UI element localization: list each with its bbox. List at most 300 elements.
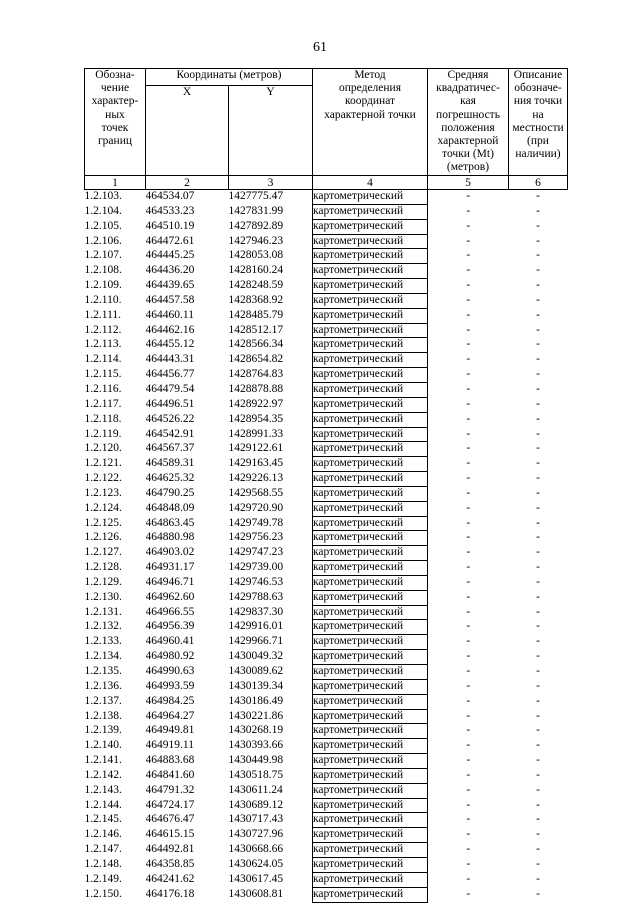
column-number: 6 [509,176,568,190]
method-cell: картометрический [313,457,428,472]
coordinate-x: 464931.17 [145,561,195,574]
error-cell: - [466,887,471,900]
point-designation: 1.2.141. [84,754,122,767]
point-designation: 1.2.148. [84,857,122,870]
coordinate-y: 1429788.63 [228,590,284,603]
coordinate-y: 1429916.01 [228,620,284,633]
method-cell: картометрический [313,561,428,576]
coordinate-x: 464676.47 [145,813,195,826]
table-row [85,516,568,531]
description-cell: - [536,234,540,247]
coordinate-y: 1430624.05 [228,857,284,870]
point-designation: 1.2.106. [84,234,122,247]
coordinate-x: 464456.77 [145,368,195,381]
error-cell: - [466,264,471,277]
error-cell: - [466,724,471,737]
point-designation: 1.2.113. [84,338,122,351]
error-cell: - [466,442,471,455]
method-cell: картометрический [313,857,428,872]
coordinate-y: 1428954.35 [228,412,284,425]
coordinate-x: 464919.11 [145,739,194,752]
error-cell: - [466,323,471,336]
point-designation: 1.2.124. [84,501,122,514]
point-designation: 1.2.150. [84,887,122,900]
coordinate-x: 464479.54 [145,382,195,395]
table-row [85,650,568,665]
method-cell: картометрический [313,694,428,709]
coordinate-x: 464589.31 [145,457,195,470]
description-cell: - [536,382,540,395]
method-cell: картометрический [313,679,428,694]
header-coordinates: Координаты (метров) [146,69,313,86]
point-designation: 1.2.116. [84,382,122,395]
column-number: 3 [229,176,313,190]
coordinate-x: 464542.91 [145,427,195,440]
coordinate-x: 464962.60 [145,590,195,603]
point-designation: 1.2.138. [84,709,122,722]
coordinate-y: 1430221.86 [228,709,284,722]
table-row [85,219,568,234]
error-cell: - [466,872,471,885]
description-cell: - [536,338,540,351]
point-designation: 1.2.131. [84,605,122,618]
description-cell: - [536,323,540,336]
point-designation: 1.2.140. [84,739,122,752]
method-cell: картометрический [313,368,428,383]
coordinate-x: 464964.27 [145,709,195,722]
table-row [85,590,568,605]
point-designation: 1.2.118. [84,412,122,425]
point-designation: 1.2.115. [84,368,122,381]
coordinate-x: 464880.98 [145,531,195,544]
point-designation: 1.2.111. [84,308,122,321]
error-cell: - [466,516,471,529]
coordinate-y: 1430611.24 [228,783,283,796]
description-cell: - [536,650,540,663]
point-designation: 1.2.114. [84,353,122,366]
error-cell: - [466,768,471,781]
coordinate-y: 1430668.66 [228,843,284,856]
coordinate-y: 1430717.43 [228,813,284,826]
column-number: 4 [313,176,428,190]
table-row [85,709,568,724]
description-cell: - [536,694,540,707]
coordinate-y: 1429837.30 [228,605,284,618]
table-row [85,857,568,872]
error-cell: - [466,382,471,395]
point-designation: 1.2.137. [84,694,122,707]
error-cell: - [466,843,471,856]
method-cell: картометрический [313,264,428,279]
coordinate-x: 464883.68 [145,754,195,767]
header-description-text: Описание обозначе- ния точки на местности (при наличии) [512,69,564,161]
coordinate-x: 464966.55 [145,605,195,618]
table-row [85,323,568,338]
method-cell: картометрический [313,308,428,323]
table-row [85,694,568,709]
table-row [85,442,568,457]
description-cell: - [536,516,540,529]
table-row [85,872,568,887]
method-cell: картометрический [313,501,428,516]
coordinate-x: 464462.16 [145,323,195,336]
table-row [85,501,568,516]
error-cell: - [466,412,471,425]
coordinate-y: 1429747.23 [228,546,284,559]
table-row [85,798,568,813]
description-cell: - [536,768,540,781]
coordinate-x: 464533.23 [145,204,195,217]
error-cell: - [466,234,471,247]
point-designation: 1.2.146. [84,828,122,841]
coordinate-x: 464358.85 [145,857,195,870]
point-designation: 1.2.125. [84,516,122,529]
error-cell: - [466,531,471,544]
error-cell: - [466,754,471,767]
point-designation: 1.2.149. [84,872,122,885]
coordinate-y: 1429122.61 [228,442,284,455]
header-error [428,69,509,176]
error-cell: - [466,694,471,707]
method-cell: картометрический [313,249,428,264]
method-cell: картометрический [313,709,428,724]
table-row [85,457,568,472]
description-cell: - [536,872,540,885]
coordinate-x: 464496.51 [145,397,195,410]
method-cell: картометрический [313,442,428,457]
coordinate-x: 464457.58 [145,293,195,306]
description-cell: - [536,219,540,232]
method-cell: картометрический [313,828,428,843]
coordinate-y: 1430608.81 [228,887,284,900]
method-cell: картометрический [313,768,428,783]
error-cell: - [466,665,471,677]
column-number: 2 [146,176,229,190]
error-cell: - [466,575,471,588]
header-designation [85,69,146,176]
table-row [85,308,568,323]
coordinate-x: 464791.32 [145,783,195,796]
coordinate-x: 464445.25 [145,249,195,262]
coordinate-y: 1428160.24 [228,264,284,277]
point-designation: 1.2.142. [84,768,122,781]
error-cell: - [466,783,471,796]
description-cell: - [536,635,540,648]
error-cell: - [466,279,471,292]
coordinate-x: 464176.18 [145,887,195,900]
method-cell: картометрический [313,234,428,249]
coordinate-x: 464990.63 [145,665,195,677]
error-cell: - [466,457,471,470]
description-cell: - [536,724,540,737]
method-cell: картометрический [313,323,428,338]
description-cell: - [536,204,540,217]
point-designation: 1.2.112. [84,323,122,336]
coordinate-y: 1428512.17 [228,323,284,336]
coordinate-y: 1430727.96 [228,828,284,841]
header-description [509,69,568,176]
error-cell: - [466,501,471,514]
point-designation: 1.2.107. [84,249,122,262]
description-cell: - [536,813,540,826]
error-cell: - [466,635,471,648]
point-designation: 1.2.110. [84,293,122,306]
table-row [85,813,568,828]
point-designation: 1.2.119. [84,427,122,440]
description-cell: - [536,665,540,677]
coordinate-y: 1428878.88 [228,382,284,395]
error-cell: - [466,679,471,692]
point-designation: 1.2.135. [84,665,122,677]
method-cell: картометрический [313,620,428,635]
error-cell: - [466,353,471,366]
description-cell: - [536,412,540,425]
coordinate-x: 464615.15 [145,828,195,841]
coordinate-x: 464510.19 [145,219,195,232]
point-designation: 1.2.133. [84,635,122,648]
header-x: X [146,86,229,176]
coordinate-x: 464984.25 [145,694,195,707]
description-cell: - [536,190,540,203]
table-body [85,190,568,903]
header-y: Y [229,86,313,176]
method-cell: картометрический [313,605,428,620]
point-designation: 1.2.139. [84,724,122,737]
table-row [85,412,568,427]
method-cell: картометрический [313,739,428,754]
coordinate-y: 1427892.89 [228,219,284,232]
table-row [85,783,568,798]
error-cell: - [466,828,471,841]
coordinate-y: 1430268.19 [228,724,284,737]
description-cell: - [536,531,540,544]
method-cell: картометрический [313,486,428,501]
point-designation: 1.2.144. [84,798,122,811]
point-designation: 1.2.120. [84,442,122,455]
coordinate-y: 1430518.75 [228,768,284,781]
method-cell: картометрический [313,427,428,442]
error-cell: - [466,308,471,321]
coordinate-y: 1428654.82 [228,353,284,366]
error-cell: - [466,293,471,306]
method-cell: картометрический [313,293,428,308]
method-cell: картометрический [313,279,428,294]
method-cell: картометрический [313,724,428,739]
coordinate-y: 1429163.45 [228,457,284,470]
coordinate-y: 1429746.53 [228,575,284,588]
coordinate-y: 1429966.71 [228,635,284,648]
method-cell: картометрический [313,843,428,858]
point-designation: 1.2.127. [84,546,122,559]
table-row [85,382,568,397]
coordinate-y: 1428566.34 [228,338,284,351]
description-cell: - [536,709,540,722]
coordinate-x: 464455.12 [145,338,195,351]
method-cell: картометрический [313,190,428,205]
table-row [85,575,568,590]
table-row [85,264,568,279]
error-cell: - [466,368,471,381]
coordinate-y: 1430089.62 [228,665,284,677]
coordinate-y: 1427946.23 [228,234,284,247]
coordinate-y: 1429720.90 [228,501,284,514]
description-cell: - [536,739,540,752]
coordinate-x: 464790.25 [145,486,195,499]
coordinate-y: 1428053.08 [228,249,284,262]
coordinate-x: 464436.20 [145,264,195,277]
column-numbers-row [85,176,568,190]
coordinate-x: 464439.65 [145,279,195,292]
coordinate-x: 464526.22 [145,412,195,425]
description-cell: - [536,501,540,514]
coordinate-x: 464567.37 [145,442,195,455]
description-cell: - [536,679,540,692]
coordinate-x: 464460.11 [145,308,194,321]
method-cell: картометрический [313,872,428,887]
coordinate-y: 1430049.32 [228,650,284,663]
description-cell: - [536,575,540,588]
coordinate-y: 1429739.00 [228,561,284,574]
error-cell: - [466,650,471,663]
method-cell: картометрический [313,412,428,427]
description-cell: - [536,353,540,366]
coordinate-y: 1429568.55 [228,486,284,499]
description-cell: - [536,843,540,856]
table-row [85,427,568,442]
point-designation: 1.2.129. [84,575,122,588]
description-cell: - [536,546,540,559]
method-cell: картометрический [313,575,428,590]
coordinate-y: 1427775.47 [228,190,284,203]
error-cell: - [466,709,471,722]
description-cell: - [536,264,540,277]
method-cell: картометрический [313,650,428,665]
method-cell: картометрический [313,546,428,561]
coordinate-y: 1427831.99 [228,204,284,217]
coordinate-x: 464724.17 [145,798,195,811]
description-cell: - [536,293,540,306]
error-cell: - [466,219,471,232]
error-cell: - [466,739,471,752]
coordinate-y: 1430617.45 [228,872,284,885]
error-cell: - [466,472,471,485]
description-cell: - [536,828,540,841]
error-cell: - [466,190,471,203]
description-cell: - [536,561,540,574]
coordinate-y: 1430393.66 [228,739,284,752]
method-cell: картометрический [313,204,428,219]
description-cell: - [536,427,540,440]
coordinate-x: 464841.60 [145,768,195,781]
table-row [85,472,568,487]
description-cell: - [536,457,540,470]
table-row [85,204,568,219]
error-cell: - [466,397,471,410]
coordinate-x: 464956.39 [145,620,195,633]
method-cell: картометрический [313,783,428,798]
method-cell: картометрический [313,219,428,234]
coordinate-y: 1428485.79 [228,308,284,321]
table-row [85,561,568,576]
description-cell: - [536,368,540,381]
table-row [85,190,568,205]
point-designation: 1.2.126. [84,531,122,544]
error-cell: - [466,605,471,618]
method-cell: картометрический [313,353,428,368]
table-row [85,353,568,368]
method-cell: картометрический [313,798,428,813]
point-designation: 1.2.134. [84,650,122,663]
table-row [85,739,568,754]
error-cell: - [466,857,471,870]
table-row [85,635,568,650]
description-cell: - [536,754,540,767]
coordinate-x: 464443.31 [145,353,195,366]
method-cell: картометрический [313,590,428,605]
description-cell: - [536,472,540,485]
header-method-text: Метод определения координат характерной точки [324,69,416,121]
coordinate-x: 464993.59 [145,679,195,692]
method-cell: картометрический [313,635,428,650]
coordinate-x: 464241.62 [145,872,195,885]
table-row [85,679,568,694]
table-row [85,486,568,501]
coordinate-x: 464848.09 [145,501,195,514]
method-cell: картометрический [313,754,428,769]
coordinate-x: 464534.07 [145,190,195,203]
table-row [85,249,568,264]
coordinate-x: 464625.32 [145,472,195,485]
description-cell: - [536,605,540,618]
table-row [85,531,568,546]
method-cell: картометрический [313,472,428,487]
table-row [85,234,568,249]
method-cell: картометрический [313,338,428,353]
error-cell: - [466,561,471,574]
table-row [85,724,568,739]
table-row [85,397,568,412]
coordinate-y: 1428991.33 [228,427,284,440]
header-error-text: Средняя квадратичес- кая погрешность положения характерной точки (Mt) (метров) [436,69,500,174]
point-designation: 1.2.136. [84,679,122,692]
point-designation: 1.2.145. [84,813,122,826]
coordinate-y: 1429756.23 [228,531,284,544]
table-row [85,279,568,294]
method-cell: картометрический [313,382,428,397]
coordinate-y: 1429749.78 [228,516,284,529]
coordinate-x: 464960.41 [145,635,195,648]
coordinate-y: 1430449.98 [228,754,284,767]
coordinate-y: 1429226.13 [228,472,284,485]
description-cell: - [536,857,540,870]
point-designation: 1.2.103. [84,190,122,203]
table-row [85,293,568,308]
method-cell: картометрический [313,531,428,546]
method-cell: картометрический [313,887,428,902]
point-designation: 1.2.128. [84,561,122,574]
point-designation: 1.2.104. [84,204,122,217]
point-designation: 1.2.147. [84,843,122,856]
error-cell: - [466,338,471,351]
point-designation: 1.2.122. [84,472,122,485]
coordinate-y: 1428922.97 [228,397,284,410]
description-cell: - [536,620,540,633]
table-row [85,768,568,783]
description-cell: - [536,308,540,321]
point-designation: 1.2.108. [84,264,122,277]
table-row [85,887,568,902]
coordinate-x: 464903.02 [145,546,195,559]
